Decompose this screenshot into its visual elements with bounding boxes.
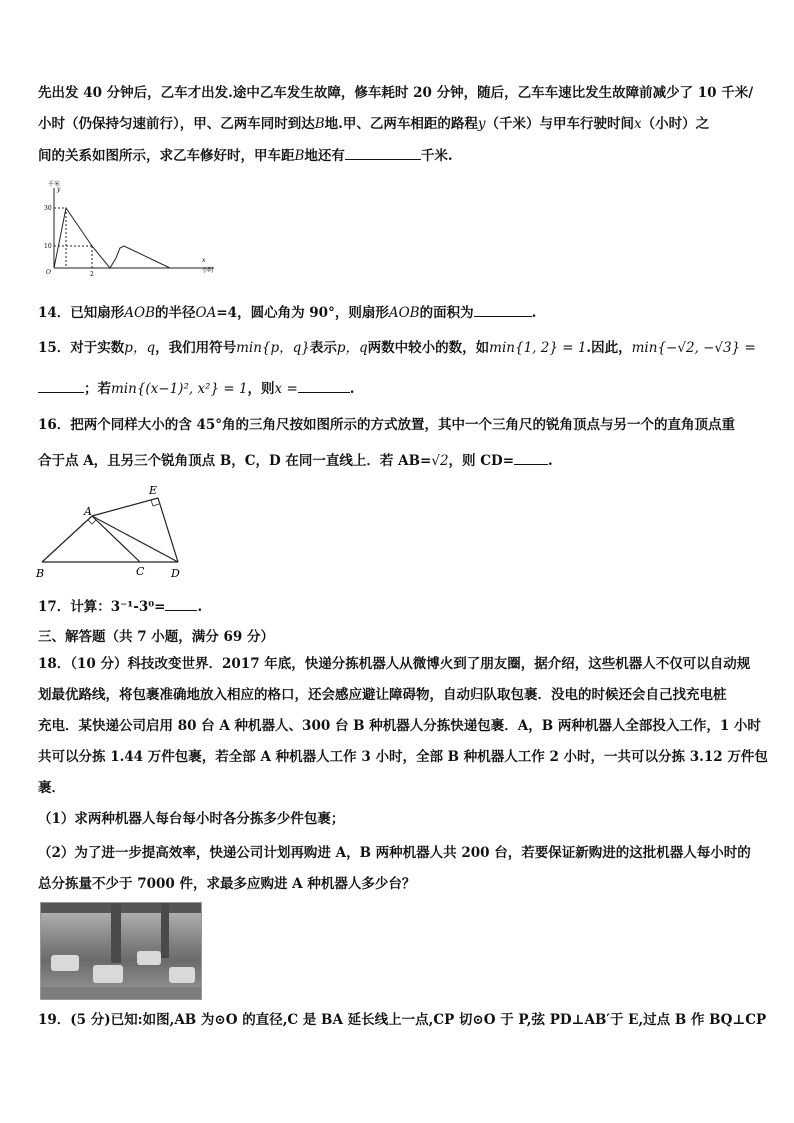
y-tick-10: 10 bbox=[44, 243, 52, 250]
q18-line2: 划最优路线，将包裹准确地放入相应的格口，还会感应避让障碍物，自动归队取包裹．没电的时候还会自己找充电桩 bbox=[38, 687, 727, 703]
q17-text: . bbox=[197, 599, 203, 615]
q13-text: 小时（仍保持匀速前行），甲、乙两车同时到达 bbox=[38, 116, 315, 132]
q15-text: ，则 bbox=[247, 381, 275, 397]
answer-blank[interactable] bbox=[298, 378, 350, 393]
q15-text: ；若 bbox=[84, 381, 111, 397]
q19-line1: 19．(5 分)已知:如图,AB 为⊙O 的直径,C 是 BA 延长线上一点,CP 切⊙O 于 P,弦 PD⊥AB′于 E,过点 B 作 BQ⊥CP bbox=[38, 1012, 767, 1028]
q14-text: 14．已知扇形 bbox=[38, 305, 125, 321]
y-var-label: y bbox=[57, 186, 61, 193]
q13-text: 地.甲、乙两车相距的路程 bbox=[324, 116, 478, 132]
answer-blank[interactable] bbox=[474, 302, 532, 317]
q13-line1: 先出发 40 分钟后，乙车才出发.途中乙车发生故障，修车耗时 20 分钟，随后，乙车车速比发生故障前减少了 10 千米/ bbox=[38, 85, 754, 101]
line-ab bbox=[42, 516, 92, 562]
q18-part1: （1）求两种机器人每台每小时各分拣多少件包裹； bbox=[38, 811, 345, 827]
answer-blank[interactable] bbox=[345, 145, 421, 160]
q17 bbox=[38, 596, 202, 617]
q14-var: AOB bbox=[124, 305, 156, 321]
q15-text: 15．对于实数 bbox=[38, 340, 125, 356]
q13-text: （小时）之 bbox=[641, 116, 710, 132]
q15-formula: min{−√2, −√3} = bbox=[631, 340, 756, 356]
photo-robot bbox=[93, 965, 123, 983]
q15-text: ，我们用符号 bbox=[155, 340, 237, 356]
q16-line2 bbox=[38, 450, 553, 471]
photo-pillar bbox=[161, 903, 169, 958]
q13-line2 bbox=[38, 114, 709, 134]
q16-text: ，则 CD= bbox=[448, 453, 515, 469]
answer-blank[interactable] bbox=[165, 596, 197, 611]
q18-line1: 18．（10 分）科技改变世界．2017 年底，快递分拣机器人从微博火到了朋友圈，据介绍，这些机器人不仅可以自动规 bbox=[38, 656, 751, 672]
photo-floor bbox=[41, 987, 201, 999]
q14-text: 的半径 bbox=[155, 305, 196, 321]
point-c-label: C bbox=[136, 565, 145, 578]
line-ae bbox=[92, 498, 158, 516]
q13-text: 间的关系如图所示，求乙车修好时，甲车距 bbox=[38, 148, 295, 164]
q13-var-b: B bbox=[294, 148, 305, 164]
origin-label: O bbox=[46, 269, 51, 276]
distance-time-graph bbox=[36, 178, 222, 278]
q13-line3 bbox=[38, 145, 453, 166]
q14-var: OA bbox=[195, 305, 217, 321]
line-ac bbox=[92, 516, 140, 562]
q18-part2-line1: （2）为了进一步提高效率，快递公司计划再购进 A，B 两种机器人共 200 台，若要保证新购进的这批机器人每小时的 bbox=[38, 845, 751, 861]
x-var-label: x bbox=[202, 257, 206, 264]
y-tick-30: 30 bbox=[44, 205, 52, 212]
robot-warehouse-photo bbox=[40, 902, 202, 1000]
photo-robot bbox=[51, 955, 79, 971]
q16-line1: 16．把两个同样大小的含 45°角的三角尺按如图所示的方式放置，其中一个三角尺的锐角顶点与另一个的直角顶点重 bbox=[38, 417, 736, 433]
graph-line bbox=[54, 208, 170, 268]
q13-text: 千米. bbox=[420, 148, 453, 164]
q13-var-x: x bbox=[634, 116, 642, 132]
q18-part2-line2: 总分拣量不少于 7000 件，求最多应购进 A 种机器人多少台？ bbox=[38, 876, 416, 892]
q15-line1 bbox=[38, 338, 756, 358]
right-angle-mark-a bbox=[88, 520, 96, 524]
q18-line3: 充电．某快递公司启用 80 台 A 种机器人、300 台 B 种机器人分拣快递包裹．A，B 两种机器人全部投入工作，1 小时 bbox=[38, 718, 761, 734]
q13-text: （千米）与甲车行驶时间 bbox=[485, 116, 635, 132]
right-angle-mark-e bbox=[151, 500, 159, 506]
q15-formula: min{(x−1)², x²} = 1 bbox=[111, 381, 248, 397]
q15-text: 两数中较小的数，如 bbox=[367, 340, 490, 356]
point-a-label: A bbox=[84, 505, 92, 518]
q15-formula: min{p，q} bbox=[236, 340, 310, 356]
q16-text: . bbox=[548, 453, 553, 469]
q14-text: =4，圆心角为 90°，则扇形 bbox=[216, 305, 389, 321]
point-b-label: B bbox=[36, 567, 45, 580]
x-tick-2: 2 bbox=[90, 271, 94, 278]
q18-line5: 裹． bbox=[38, 780, 65, 796]
q15-text: .因此， bbox=[586, 340, 632, 356]
q17-text: 17．计算：3⁻¹-3⁰= bbox=[38, 599, 166, 615]
q18-line4: 共可以分拣 1.44 万件包裹，若全部 A 种机器人工作 3 小时，全部 B 种机器人工作 2 小时，一共可以分拣 3.12 万件包 bbox=[38, 749, 768, 765]
q14-text: . bbox=[531, 305, 537, 321]
q15-formula: x = bbox=[274, 381, 298, 397]
q16-sqrt: √2 bbox=[431, 453, 449, 469]
q15-var: p，q bbox=[124, 340, 156, 356]
photo-ceiling bbox=[41, 903, 201, 913]
line-ad bbox=[92, 516, 178, 562]
x-unit-label: 小时 bbox=[202, 267, 215, 274]
q15-var: p，q bbox=[336, 340, 368, 356]
q15-formula: min{1, 2} = 1 bbox=[489, 340, 587, 356]
photo-robot bbox=[137, 951, 161, 965]
answer-blank[interactable] bbox=[38, 378, 84, 393]
q13-var-b: B bbox=[314, 116, 325, 132]
q14 bbox=[38, 302, 536, 323]
y-unit-label: 千米 bbox=[48, 181, 61, 188]
q14-text: 的面积为 bbox=[419, 305, 474, 321]
section-header: 三、解答题（共 7 小题，满分 69 分） bbox=[38, 629, 274, 645]
q13-text: 地还有 bbox=[304, 148, 345, 164]
answer-blank[interactable] bbox=[514, 450, 548, 465]
photo-pillar bbox=[111, 903, 121, 963]
q15-text: 表示 bbox=[309, 340, 337, 356]
photo-robot bbox=[169, 967, 195, 983]
q14-var: AOB bbox=[388, 305, 420, 321]
q16-text: 合于点 A，且另三个锐角顶点 B，C，D 在同一直线上．若 AB= bbox=[38, 453, 432, 469]
q13-var-y: y bbox=[477, 116, 486, 132]
q15-line2 bbox=[38, 378, 354, 399]
q15-text: . bbox=[349, 381, 355, 397]
triangle-figure bbox=[30, 482, 190, 582]
point-d-label: D bbox=[171, 567, 180, 580]
point-e-label: E bbox=[149, 484, 158, 497]
